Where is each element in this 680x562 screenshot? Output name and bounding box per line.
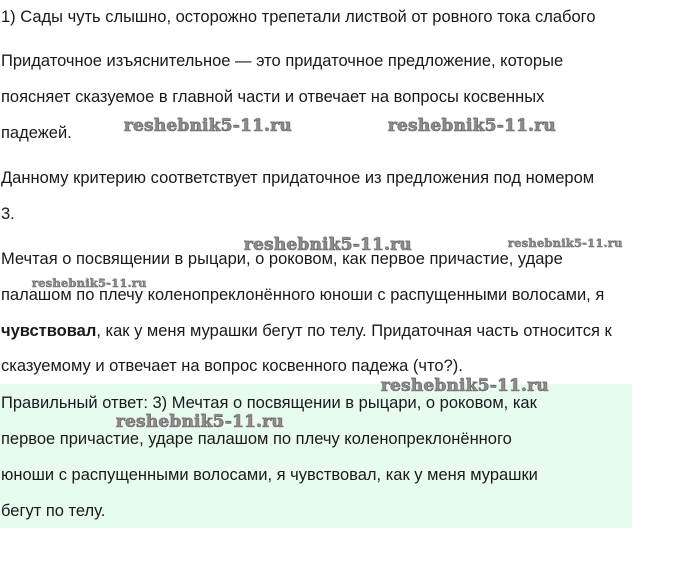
option-1-line: 1) Сады чуть слышно, осторожно трепетали листвой от ровного тока слабого (1, 8, 596, 26)
explanation-line-2: поясняет сказуемое в главной части и отвечает на вопросы косвенных (1, 88, 545, 106)
criterion-line-1: Данному критерию соответствует придаточное из предложения под номером (1, 169, 595, 187)
highlighted-predicate: чувствовал (1, 322, 97, 340)
answer-line-1: Правильный ответ: 3) Мечтая о посвящении в рыцари, о роковом, как (1, 394, 537, 412)
answer-line-3: юноши с распущенными волосами, я чувствовал, как у меня мурашки (1, 466, 538, 484)
answer-line-2: первое причастие, ударе палашом по плечу коленопреклонённого (1, 430, 512, 448)
explanation-line-3: падежей. (1, 124, 72, 142)
watermark: reshebnik5-11.ru (381, 376, 549, 396)
watermark: reshebnik5-11.ru (508, 236, 623, 250)
analysis-line-4: сказуемому и отвечает на вопрос косвенного падежа (что?). (1, 357, 463, 375)
explanation-line-1: Придаточное изъяснительное — это придаточное предложение, которые (1, 52, 564, 70)
answer-line-4: бегут по телу. (1, 502, 106, 520)
watermark: reshebnik5-11.ru (244, 235, 412, 255)
watermark: reshebnik5-11.ru (124, 116, 292, 136)
analysis-line-2: палашом по плечу коленопреклонённого юноши с распущенными волосами, я (1, 286, 605, 304)
analysis-line-1: Мечтая о посвящении в рыцари, о роковом, как первое причастие, ударе (1, 250, 563, 268)
watermark: reshebnik5-11.ru (116, 412, 284, 432)
watermark: reshebnik5-11.ru (32, 276, 147, 290)
analysis-line-3-rest: , как у меня мурашки бегут по телу. Придаточная часть относится к (96, 322, 612, 340)
watermark: reshebnik5-11.ru (388, 116, 556, 136)
analysis-line-3 (1, 322, 612, 341)
criterion-line-2: 3. (1, 205, 15, 223)
